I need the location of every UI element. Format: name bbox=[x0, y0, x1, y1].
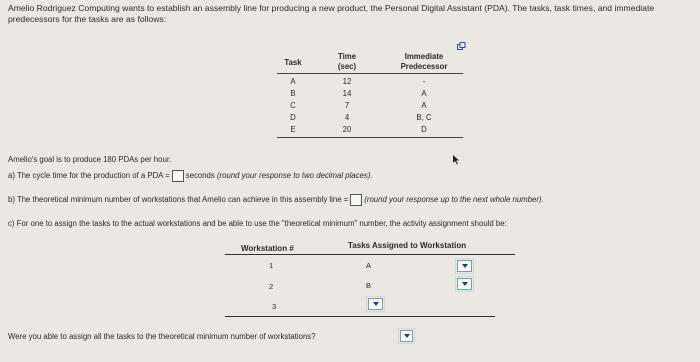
part-a bbox=[8, 170, 373, 182]
part-c: c) For one to assign the tasks to the actual workstations and be able to use the "theoretical minimum" number, the activity assignment should be: bbox=[8, 219, 507, 228]
problem-intro: Amelio Rodriguez Computing wants to establish an assembly line for producing a new product, the Personal Digital Assistant (PDA). The tasks, task times, and immediate predecessors for the tasks are as follows: bbox=[8, 3, 655, 24]
task-table bbox=[277, 52, 463, 138]
part-a-note: (round your response to two decimal places). bbox=[216, 171, 373, 181]
task-row-b-pred: A bbox=[421, 89, 427, 98]
assign-row-3-dropdown[interactable] bbox=[368, 298, 383, 310]
header-pred-line1: Immediate bbox=[404, 52, 444, 61]
chevron-down-icon bbox=[373, 302, 379, 306]
header-workstation: Workstation # bbox=[241, 244, 294, 253]
final-answer-dropdown[interactable] bbox=[400, 330, 413, 342]
header-pred-line2: Predecessor bbox=[400, 62, 448, 71]
assign-row-2-task: B bbox=[366, 281, 372, 290]
mouse-cursor-icon bbox=[452, 152, 460, 170]
part-b-note: (round your response up to the next whole number). bbox=[364, 195, 544, 205]
part-b bbox=[8, 194, 544, 206]
task-row-d-time: 4 bbox=[344, 113, 350, 122]
task-row-a-pred: - bbox=[422, 77, 426, 86]
assign-row-3-workstation: 3 bbox=[272, 302, 277, 311]
header-task: Task bbox=[284, 58, 302, 67]
part-a-suffix: seconds bbox=[185, 171, 215, 181]
copy-icon[interactable] bbox=[457, 37, 466, 45]
task-row-a-task: A bbox=[290, 77, 296, 86]
chevron-down-icon bbox=[404, 334, 410, 338]
chevron-down-icon bbox=[462, 282, 468, 286]
final-question-text: Were you able to assign all the tasks to the theoretical minimum number of workstations? bbox=[8, 332, 316, 341]
chevron-down-icon bbox=[462, 264, 468, 268]
goal-text: Amelio's goal is to produce 180 PDAs per hour. bbox=[8, 155, 172, 164]
assign-row-1-dropdown[interactable] bbox=[457, 260, 472, 272]
assignment-table bbox=[225, 240, 515, 318]
header-time-line1: Time bbox=[337, 52, 357, 61]
header-tasks-assigned: Tasks Assigned to Workstation bbox=[348, 241, 467, 250]
header-time-line2: (sec) bbox=[337, 62, 357, 71]
assign-row-2-dropdown[interactable] bbox=[457, 278, 472, 290]
task-row-b-task: B bbox=[290, 89, 296, 98]
cycle-time-input[interactable] bbox=[172, 170, 184, 182]
part-a-prefix: a) The cycle time for the production of a PDA = bbox=[8, 171, 170, 181]
assign-row-1-task: A bbox=[366, 261, 372, 270]
task-row-c-pred: A bbox=[421, 101, 427, 110]
task-row-d-task: D bbox=[290, 113, 296, 122]
task-row-a-time: 12 bbox=[342, 77, 352, 86]
task-row-d-pred: B, C bbox=[416, 113, 432, 122]
assign-row-1-workstation: 1 bbox=[269, 261, 274, 270]
task-row-c-task: C bbox=[290, 101, 296, 110]
task-row-e-pred: D bbox=[421, 125, 427, 134]
task-row-e-time: 20 bbox=[342, 125, 352, 134]
min-workstations-input[interactable] bbox=[350, 194, 362, 206]
task-row-e-task: E bbox=[290, 125, 296, 134]
task-row-b-time: 14 bbox=[342, 89, 352, 98]
part-b-prefix: b) The theoretical minimum number of workstations that Amelio can achieve in this assembly line = bbox=[8, 195, 349, 205]
assign-row-2-workstation: 2 bbox=[269, 282, 274, 291]
task-row-c-time: 7 bbox=[344, 101, 350, 110]
final-question bbox=[8, 332, 316, 341]
